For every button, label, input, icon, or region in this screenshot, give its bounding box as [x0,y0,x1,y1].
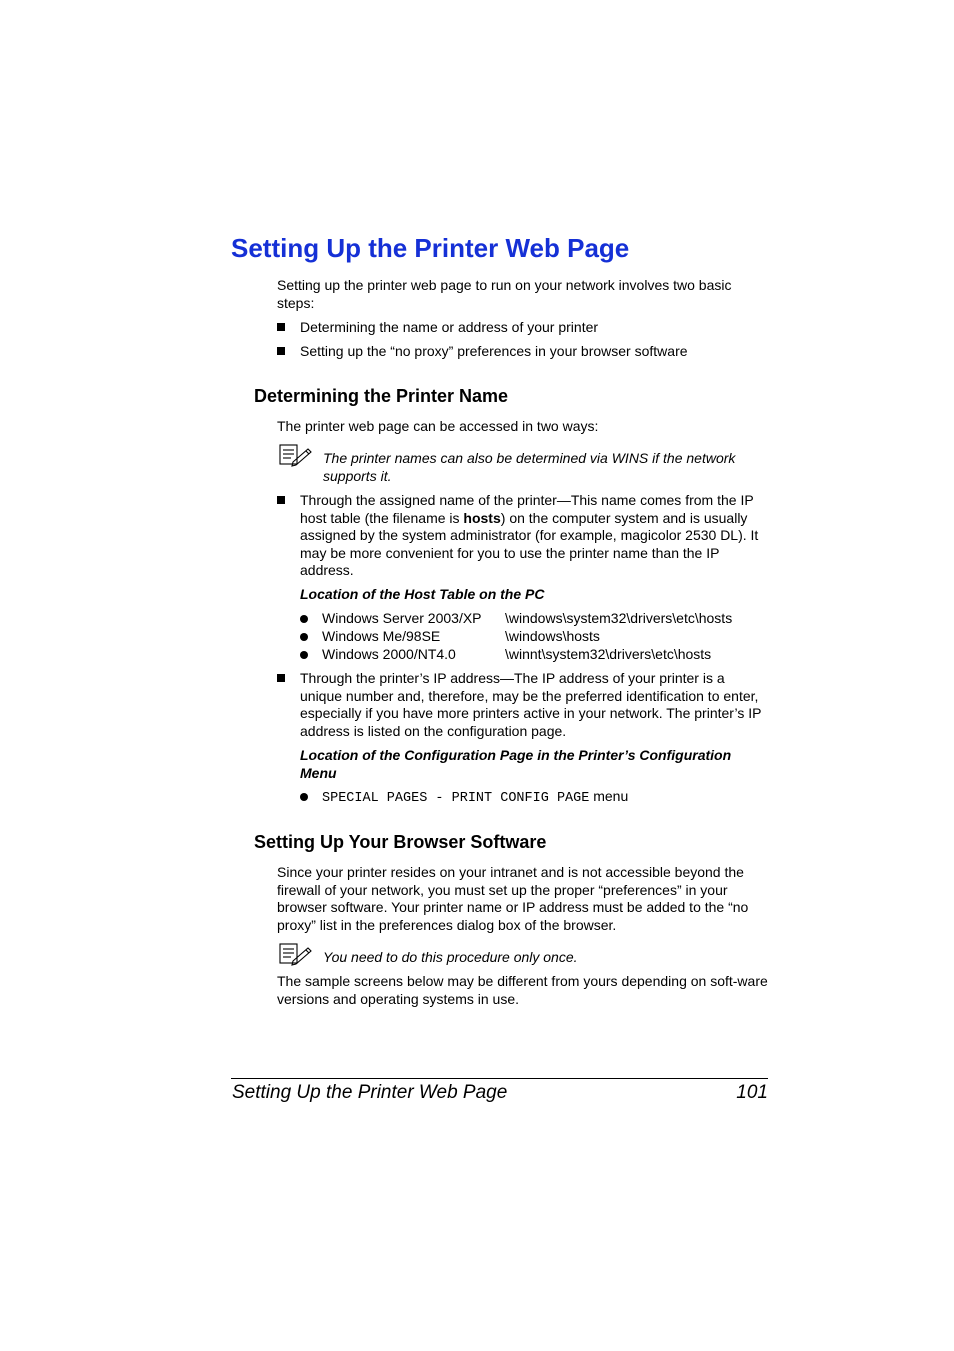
section-paragraph: Since your printer resides on your intranet and is not accessible beyond the firewall of your network, you must set up the proper “preferences” in your browser software. Your printer name or IP address must be added to the “no proxy” list in the preferences dialog box of the browser. [277,864,749,933]
square-bullet-icon [277,496,285,504]
list-item: Through the printer’s IP address—The IP address of your printer is a unique number and, therefore, may be the preferred identification to enter, especially if you have more printers active in your network. The printer’s IP address is listed on the configuration page. [277,670,769,742]
subsection-heading: Location of the Configuration Page in the Printer’s Configuration Menu [300,747,732,781]
page-title: Setting Up the Printer Web Page [231,233,630,263]
list-item: Determining the name or address of your printer [277,319,769,337]
note-pencil-icon [279,444,313,468]
list-item: SPECIAL PAGES - PRINT CONFIG PAGE menu [300,788,770,806]
square-bullet-icon [277,323,285,331]
section-paragraph: The printer web page can be accessed in two ways: [277,418,599,434]
section-heading: Setting Up Your Browser Software [254,832,547,852]
list-item: Setting up the “no proxy” preferences in your browser software [277,343,769,361]
list-item: Through the assigned name of the printer—This name comes from the IP host table (the filename is hosts) on the computer system and is usually assigned by the system administrator (for example, magicolor 2530 DL). It may be more convenient for you to use the printer name than the IP address. [277,492,769,582]
square-bullet-icon [277,347,285,355]
square-bullet-icon [277,674,285,682]
round-bullet-icon [300,793,308,801]
note-text: You need to do this procedure only once. [323,949,578,965]
footer-title: Setting Up the Printer Web Page [232,1082,508,1103]
subsection-heading: Location of the Host Table on the PC [300,586,545,602]
section-paragraph: The sample screens below may be different from yours depending on soft-ware versions and operating systems in use. [277,973,768,1007]
note-pencil-icon [279,943,313,967]
table-row: Windows Me/98SE \windows\hosts [300,628,770,646]
note-text: The printer names can also be determined via WINS if the network supports it. [323,450,736,484]
section-heading: Determining the Printer Name [254,386,509,406]
table-row: Windows 2000/NT4.0 \winnt\system32\drivers\etc\hosts [300,646,770,664]
intro-paragraph: Setting up the printer web page to run on your network involves two basic steps: [277,277,732,311]
round-bullet-icon [300,633,308,641]
round-bullet-icon [300,651,308,659]
footer-rule [231,1078,768,1079]
round-bullet-icon [300,615,308,623]
page-number: 101 [736,1082,768,1103]
table-row: Windows Server 2003/XP \windows\system32\drivers\etc\hosts [300,610,770,628]
